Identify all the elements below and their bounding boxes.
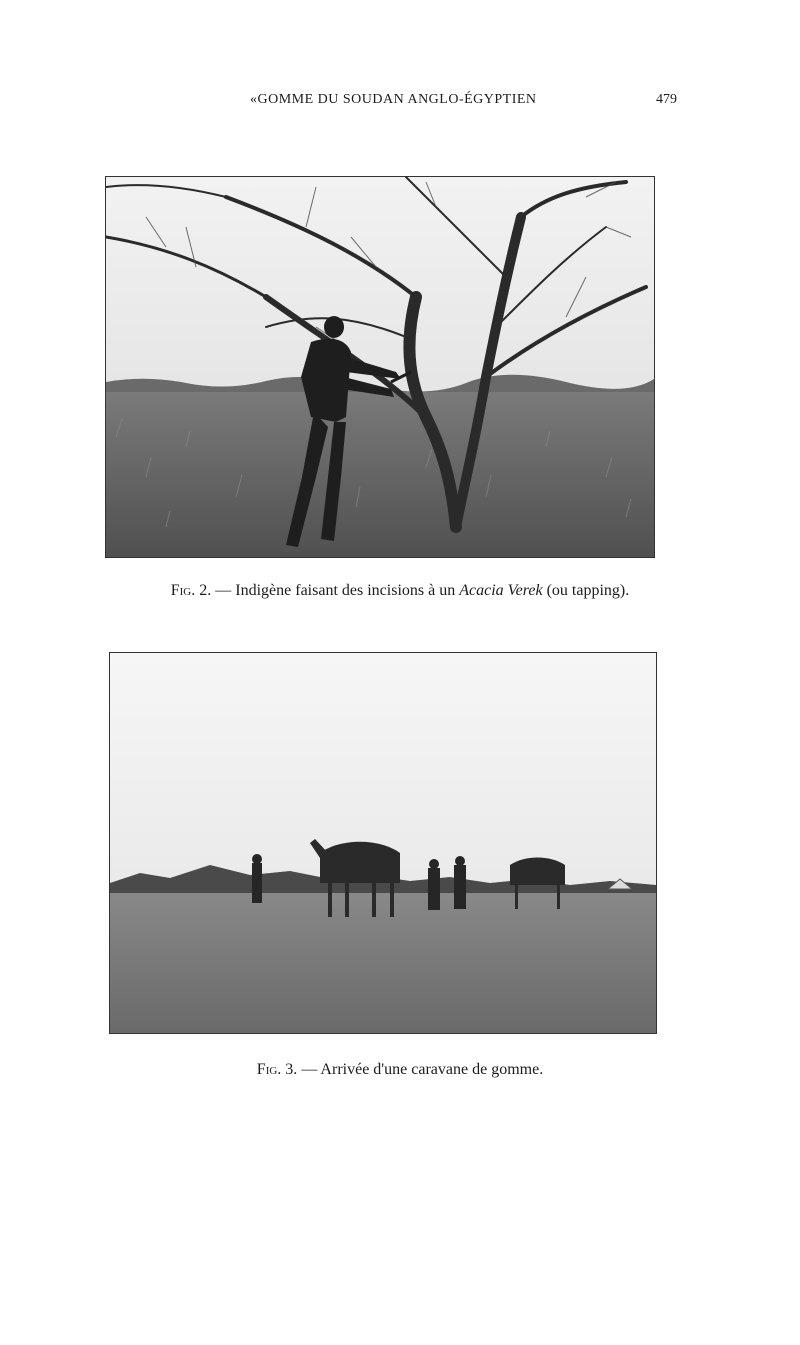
figure-2-caption-species: Acacia Verek [459,582,543,599]
figure-2-caption-suffix: (ou tapping). [542,582,630,599]
figure-2-caption [0,582,800,600]
figure-3-caption [0,1061,800,1079]
figure-3-caption-text: — Arrivée d'une caravane de gomme. [301,1061,544,1078]
figure-2-photograph [105,176,655,558]
figure-3-photograph [109,652,657,1034]
figure-2-caption-text: — Indigène faisant des incisions à un [215,582,460,599]
running-head [0,92,800,112]
figure-2-label: Fig. 2. [170,582,212,599]
figure-3-label: Fig. 3. [256,1061,298,1078]
page-number: 479 [656,92,677,107]
running-title: «GOMME DU SOUDAN ANGLO-ÉGYPTIEN [250,92,537,107]
gum-caravan-image [110,653,656,1033]
acacia-tapping-image [106,177,654,557]
